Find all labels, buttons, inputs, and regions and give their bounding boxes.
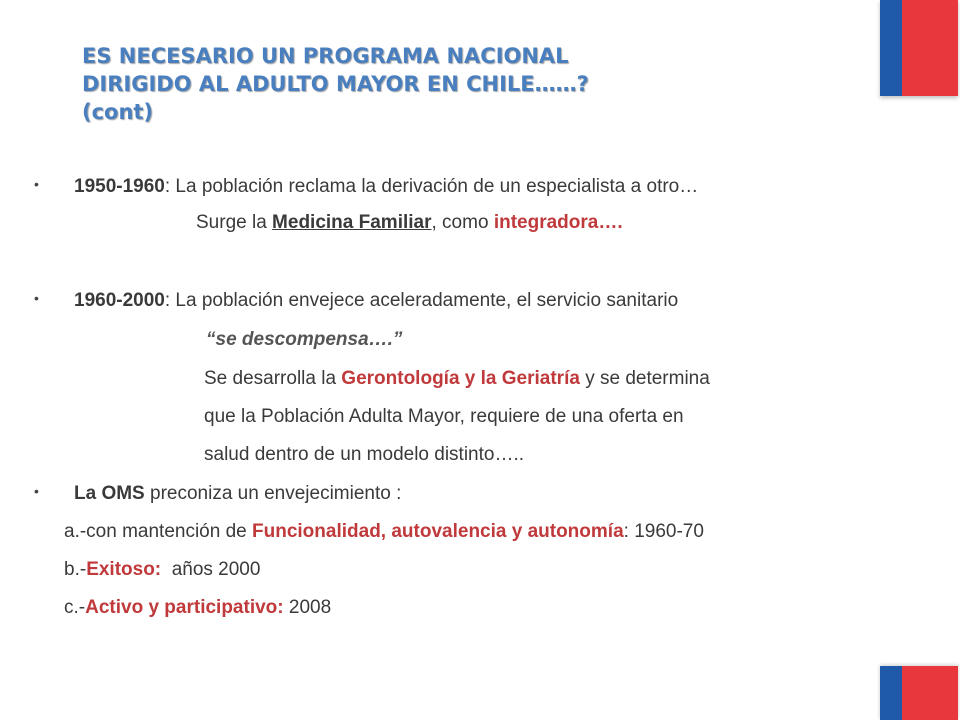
title-line-3: (cont) — [82, 100, 154, 124]
bullet-1-text: : La población reclama la derivación de un especialista a otro… — [164, 176, 699, 197]
bullet-1-sub-middle: , como — [431, 212, 494, 233]
medicina-familiar-text: Medicina Familiar — [272, 212, 432, 233]
bullet-icon: • — [34, 176, 39, 192]
item-b-end: años 2000 — [161, 559, 261, 580]
bullet-2-text: : La población envejece aceleradamente, el servicio sanitario — [164, 290, 679, 311]
bullet-3-line — [74, 481, 401, 507]
bullet-1-sub-prefix: Surge la — [196, 212, 273, 233]
bullet-icon: • — [34, 290, 39, 306]
integradora-text: integradora…. — [493, 212, 623, 233]
item-a-end: : 1960-70 — [623, 521, 704, 542]
chile-flag-bottom-decoration — [880, 666, 958, 720]
la-oms-text: La OMS — [74, 483, 145, 504]
title-line-1: ES NECESARIO UN PROGRAMA NACIONAL — [82, 44, 569, 68]
chile-flag-top-decoration — [880, 0, 958, 96]
bullet-1-year: 1950-1960 — [74, 176, 165, 197]
item-c-prefix: c.- — [64, 597, 86, 618]
bullet-3-item-c — [64, 595, 331, 621]
gerontologia-text: Gerontología y la Geriatría — [341, 368, 580, 389]
exitoso-text: Exitoso: — [86, 559, 162, 580]
bullet-2-line-4: que la Población Adulta Mayor, requiere de una oferta en — [204, 406, 684, 427]
item-b-prefix: b.- — [64, 559, 87, 580]
bullet-3-text: preconiza un envejecimiento : — [144, 483, 402, 504]
bullet-3-item-b — [64, 557, 260, 583]
bullet-1-subline — [196, 210, 623, 236]
bullet-1-line — [74, 174, 698, 200]
bullet-icon: • — [34, 483, 39, 499]
flag-blue-stripe — [880, 666, 902, 720]
title-line-2: DIRIGIDO AL ADULTO MAYOR EN CHILE……? — [82, 72, 589, 96]
bullet-2-l3-end: y se determina — [579, 368, 710, 389]
bullet-3-item-a — [64, 519, 704, 545]
bullet-2-line-3 — [204, 366, 710, 392]
funcionalidad-text: Funcionalidad, autovalencia y autonomía — [252, 521, 624, 542]
se-descompensa-quote: “se descompensa….” — [206, 329, 403, 350]
flag-red-stripe — [902, 666, 958, 720]
activo-participativo-text: Activo y participativo: — [85, 597, 284, 618]
flag-blue-stripe — [880, 0, 902, 96]
item-c-end: 2008 — [283, 597, 332, 618]
bullet-2-line-5: salud dentro de un modelo distinto….. — [204, 444, 525, 465]
bullet-2-l3-prefix: Se desarrolla la — [204, 368, 342, 389]
item-a-prefix: a.-con mantención de — [64, 521, 253, 542]
bullet-2-line — [74, 288, 678, 314]
bullet-2-year: 1960-2000 — [74, 290, 165, 311]
flag-red-stripe — [902, 0, 958, 96]
slide-title — [82, 42, 842, 126]
